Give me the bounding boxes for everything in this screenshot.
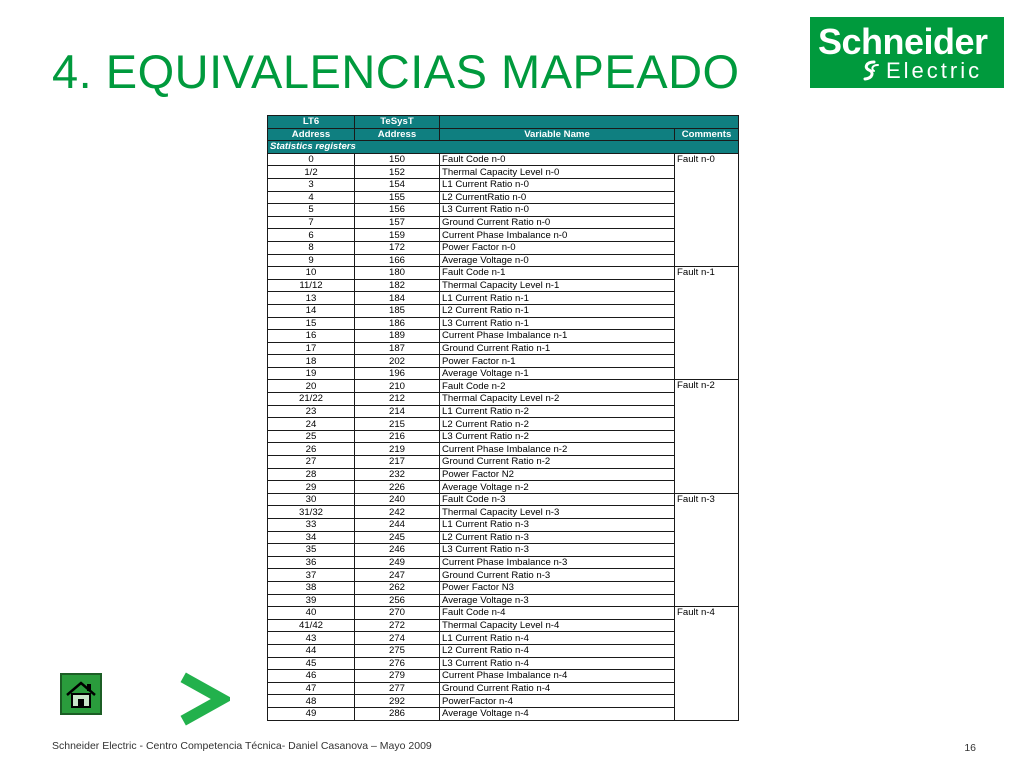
lt6-address-cell: 46: [268, 670, 355, 683]
lt6-address-cell: 43: [268, 632, 355, 645]
tesyst-address-cell: 276: [355, 657, 440, 670]
table-row: [268, 166, 739, 179]
table-row: [268, 153, 739, 166]
variable-name-cell: Current Phase Imbalance n-2: [440, 443, 675, 456]
tesyst-address-cell: 292: [355, 695, 440, 708]
table-row: [268, 506, 739, 519]
variable-name-cell: Average Voltage n-1: [440, 367, 675, 380]
table-row: [268, 304, 739, 317]
table-row: [268, 468, 739, 481]
lt6-address-cell: 4: [268, 191, 355, 204]
tesyst-address-cell: 215: [355, 418, 440, 431]
table-row: [268, 695, 739, 708]
variable-name-cell: Average Voltage n-4: [440, 707, 675, 720]
chevron-right-icon: [180, 672, 230, 726]
variable-name-cell: Thermal Capacity Level n-1: [440, 279, 675, 292]
table-row: [268, 178, 739, 191]
variable-name-cell: Fault Code n-0: [440, 153, 675, 166]
tesyst-address-cell: 159: [355, 229, 440, 242]
table-row: [268, 607, 739, 620]
tesyst-address-cell: 155: [355, 191, 440, 204]
lt6-address-cell: 44: [268, 644, 355, 657]
variable-name-cell: L3 Current Ratio n-2: [440, 430, 675, 443]
lt6-address-cell: 34: [268, 531, 355, 544]
tesyst-address-cell: 212: [355, 393, 440, 406]
logo-brand: Schneider: [818, 21, 988, 62]
lt6-address-cell: 3: [268, 178, 355, 191]
variable-name-cell: L3 Current Ratio n-1: [440, 317, 675, 330]
tesyst-address-cell: 156: [355, 204, 440, 217]
tesyst-address-cell: 232: [355, 468, 440, 481]
lt6-address-cell: 15: [268, 317, 355, 330]
variable-name-cell: Power Factor N3: [440, 581, 675, 594]
header-row-1: [268, 116, 739, 129]
variable-name-cell: L1 Current Ratio n-4: [440, 632, 675, 645]
lt6-address-cell: 1/2: [268, 166, 355, 179]
section-title: Statistics registers: [268, 141, 739, 154]
tesyst-address-cell: 210: [355, 380, 440, 393]
lt6-address-cell: 11/12: [268, 279, 355, 292]
tesyst-address-cell: 185: [355, 304, 440, 317]
lt6-address-cell: 49: [268, 707, 355, 720]
header-row-2: [268, 128, 739, 141]
variable-name-cell: Thermal Capacity Level n-3: [440, 506, 675, 519]
table-row: [268, 632, 739, 645]
tesyst-address-cell: 262: [355, 581, 440, 594]
table-row: [268, 556, 739, 569]
tesyst-address-cell: 189: [355, 330, 440, 343]
slide-title: 4. EQUIVALENCIAS MAPEADO: [52, 45, 740, 98]
lt6-address-cell: 7: [268, 216, 355, 229]
variable-name-cell: L1 Current Ratio n-2: [440, 405, 675, 418]
variable-name-cell: L3 Current Ratio n-4: [440, 657, 675, 670]
header-lt6: LT6: [268, 116, 355, 129]
tesyst-address-cell: 154: [355, 178, 440, 191]
header-variable-name: Variable Name: [440, 128, 675, 141]
register-table: [267, 115, 739, 721]
lt6-address-cell: 39: [268, 594, 355, 607]
lt6-address-cell: 23: [268, 405, 355, 418]
tesyst-address-cell: 172: [355, 241, 440, 254]
variable-name-cell: Thermal Capacity Level n-4: [440, 619, 675, 632]
section-row: [268, 141, 739, 154]
table-row: [268, 670, 739, 683]
table-row: [268, 481, 739, 494]
tesyst-address-cell: 219: [355, 443, 440, 456]
lt6-address-cell: 19: [268, 367, 355, 380]
lt6-address-cell: 33: [268, 519, 355, 532]
variable-name-cell: Fault Code n-3: [440, 493, 675, 506]
table-row: [268, 519, 739, 532]
tesyst-address-cell: 152: [355, 166, 440, 179]
tesyst-address-cell: 244: [355, 519, 440, 532]
table-row: [268, 229, 739, 242]
table-row: [268, 443, 739, 456]
table-row: [268, 456, 739, 469]
variable-name-cell: Fault Code n-1: [440, 267, 675, 280]
table-row: [268, 367, 739, 380]
variable-name-cell: Ground Current Ratio n-0: [440, 216, 675, 229]
variable-name-cell: L2 Current Ratio n-2: [440, 418, 675, 431]
lt6-address-cell: 9: [268, 254, 355, 267]
tesyst-address-cell: 275: [355, 644, 440, 657]
lt6-address-cell: 25: [268, 430, 355, 443]
tesyst-address-cell: 274: [355, 632, 440, 645]
variable-name-cell: Current Phase Imbalance n-0: [440, 229, 675, 242]
next-slide-button[interactable]: [180, 672, 230, 726]
tesyst-address-cell: 202: [355, 355, 440, 368]
comment-cell: Fault n-4: [675, 607, 739, 720]
lt6-address-cell: 37: [268, 569, 355, 582]
tesyst-address-cell: 249: [355, 556, 440, 569]
lt6-address-cell: 27: [268, 456, 355, 469]
variable-name-cell: Power Factor N2: [440, 468, 675, 481]
table-row: [268, 204, 739, 217]
tesyst-address-cell: 226: [355, 481, 440, 494]
table-row: [268, 292, 739, 305]
table-row: [268, 707, 739, 720]
variable-name-cell: Power Factor n-0: [440, 241, 675, 254]
lt6-address-cell: 14: [268, 304, 355, 317]
variable-name-cell: Average Voltage n-3: [440, 594, 675, 607]
table-row: [268, 254, 739, 267]
schneider-electric-logo: [810, 17, 1004, 88]
page-number: 16: [964, 742, 976, 754]
variable-name-cell: L2 Current Ratio n-4: [440, 644, 675, 657]
home-button[interactable]: [60, 673, 102, 715]
variable-name-cell: L3 Current Ratio n-0: [440, 204, 675, 217]
table-row: [268, 531, 739, 544]
table-row: [268, 191, 739, 204]
lt6-address-cell: 36: [268, 556, 355, 569]
lt6-address-cell: 47: [268, 682, 355, 695]
table-row: [268, 430, 739, 443]
variable-name-cell: Ground Current Ratio n-2: [440, 456, 675, 469]
lt6-address-cell: 29: [268, 481, 355, 494]
home-icon: [62, 675, 100, 713]
lt6-address-cell: 17: [268, 342, 355, 355]
tesyst-address-cell: 279: [355, 670, 440, 683]
lt6-address-cell: 35: [268, 544, 355, 557]
variable-name-cell: Thermal Capacity Level n-2: [440, 393, 675, 406]
lt6-address-cell: 0: [268, 153, 355, 166]
tesyst-address-cell: 182: [355, 279, 440, 292]
table-row: [268, 581, 739, 594]
table-row: [268, 544, 739, 557]
register-table-container: [267, 115, 738, 721]
table-row: [268, 267, 739, 280]
table-row: [268, 355, 739, 368]
lt6-address-cell: 28: [268, 468, 355, 481]
comment-cell: Fault n-0: [675, 153, 739, 266]
variable-name-cell: Current Phase Imbalance n-4: [440, 670, 675, 683]
lt6-address-cell: 38: [268, 581, 355, 594]
lt6-address-cell: 5: [268, 204, 355, 217]
variable-name-cell: Ground Current Ratio n-1: [440, 342, 675, 355]
table-row: [268, 393, 739, 406]
table-row: [268, 380, 739, 393]
register-table-body: [268, 153, 739, 720]
tesyst-address-cell: 187: [355, 342, 440, 355]
header-tesyst: TeSysT: [355, 116, 440, 129]
header-comments: Comments: [675, 128, 739, 141]
tesyst-address-cell: 242: [355, 506, 440, 519]
lt6-address-cell: 26: [268, 443, 355, 456]
lt6-address-cell: 20: [268, 380, 355, 393]
tesyst-address-cell: 270: [355, 607, 440, 620]
tesyst-address-cell: 245: [355, 531, 440, 544]
table-row: [268, 241, 739, 254]
tesyst-address-cell: 246: [355, 544, 440, 557]
tesyst-address-cell: 166: [355, 254, 440, 267]
table-row: [268, 317, 739, 330]
lt6-address-cell: 45: [268, 657, 355, 670]
variable-name-cell: L1 Current Ratio n-3: [440, 519, 675, 532]
lt6-address-cell: 16: [268, 330, 355, 343]
table-row: [268, 644, 739, 657]
lt6-address-cell: 41/42: [268, 619, 355, 632]
table-row: [268, 405, 739, 418]
tesyst-address-cell: 157: [355, 216, 440, 229]
variable-name-cell: Thermal Capacity Level n-0: [440, 166, 675, 179]
variable-name-cell: L1 Current Ratio n-1: [440, 292, 675, 305]
variable-name-cell: L2 Current Ratio n-1: [440, 304, 675, 317]
lt6-address-cell: 18: [268, 355, 355, 368]
footer-text: Schneider Electric - Centro Competencia Técnica- Daniel Casanova – Mayo 2009: [52, 740, 432, 752]
table-row: [268, 216, 739, 229]
tesyst-address-cell: 272: [355, 619, 440, 632]
tesyst-address-cell: 277: [355, 682, 440, 695]
lt6-address-cell: 13: [268, 292, 355, 305]
comment-cell: Fault n-3: [675, 493, 739, 606]
table-row: [268, 493, 739, 506]
lt6-address-cell: 24: [268, 418, 355, 431]
table-row: [268, 594, 739, 607]
variable-name-cell: Ground Current Ratio n-3: [440, 569, 675, 582]
table-row: [268, 657, 739, 670]
table-row: [268, 619, 739, 632]
table-row: [268, 418, 739, 431]
tesyst-address-cell: 240: [355, 493, 440, 506]
variable-name-cell: L1 Current Ratio n-0: [440, 178, 675, 191]
comment-cell: Fault n-1: [675, 267, 739, 380]
tesyst-address-cell: 214: [355, 405, 440, 418]
tesyst-address-cell: 217: [355, 456, 440, 469]
variable-name-cell: Fault Code n-2: [440, 380, 675, 393]
comment-cell: Fault n-2: [675, 380, 739, 493]
tesyst-address-cell: 256: [355, 594, 440, 607]
table-row: [268, 682, 739, 695]
logo-sub: Electric: [886, 58, 983, 83]
lt6-address-cell: 48: [268, 695, 355, 708]
table-row: [268, 569, 739, 582]
variable-name-cell: L3 Current Ratio n-3: [440, 544, 675, 557]
tesyst-address-cell: 180: [355, 267, 440, 280]
tesyst-address-cell: 216: [355, 430, 440, 443]
lt6-address-cell: 31/32: [268, 506, 355, 519]
variable-name-cell: L2 CurrentRatio n-0: [440, 191, 675, 204]
lt6-address-cell: 30: [268, 493, 355, 506]
variable-name-cell: Fault Code n-4: [440, 607, 675, 620]
header-blank: [440, 116, 739, 129]
header-address-tesyst: Address: [355, 128, 440, 141]
variable-name-cell: Ground Current Ratio n-4: [440, 682, 675, 695]
variable-name-cell: Current Phase Imbalance n-3: [440, 556, 675, 569]
variable-name-cell: Power Factor n-1: [440, 355, 675, 368]
variable-name-cell: Current Phase Imbalance n-1: [440, 330, 675, 343]
header-address-lt6: Address: [268, 128, 355, 141]
variable-name-cell: PowerFactor n-4: [440, 695, 675, 708]
lt6-address-cell: 10: [268, 267, 355, 280]
lt6-address-cell: 8: [268, 241, 355, 254]
tesyst-address-cell: 247: [355, 569, 440, 582]
tesyst-address-cell: 150: [355, 153, 440, 166]
lt6-address-cell: 21/22: [268, 393, 355, 406]
table-row: [268, 330, 739, 343]
tesyst-address-cell: 196: [355, 367, 440, 380]
table-row: [268, 279, 739, 292]
table-row: [268, 342, 739, 355]
variable-name-cell: Average Voltage n-2: [440, 481, 675, 494]
variable-name-cell: L2 Current Ratio n-3: [440, 531, 675, 544]
tesyst-address-cell: 286: [355, 707, 440, 720]
tesyst-address-cell: 186: [355, 317, 440, 330]
lt6-address-cell: 40: [268, 607, 355, 620]
lt6-address-cell: 6: [268, 229, 355, 242]
variable-name-cell: Average Voltage n-0: [440, 254, 675, 267]
logo-swirl-icon: [860, 59, 882, 83]
tesyst-address-cell: 184: [355, 292, 440, 305]
